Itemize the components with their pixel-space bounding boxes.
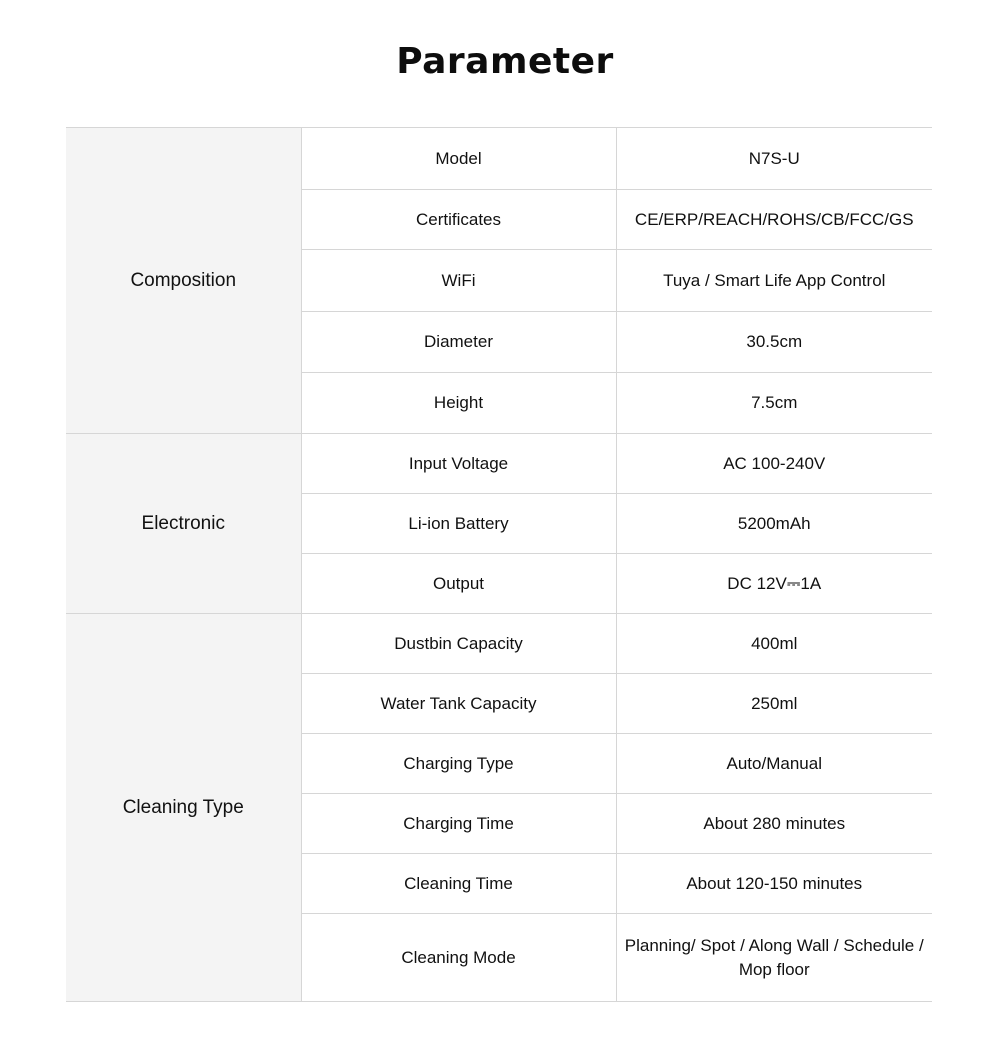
row-value: 400ml: [616, 614, 932, 674]
group-cell-cleaning-type: Cleaning Type: [66, 614, 301, 1002]
group-cell-electronic: Electronic: [66, 434, 301, 614]
table-row: [66, 614, 932, 674]
row-value: About 280 minutes: [616, 794, 932, 854]
row-value: 250ml: [616, 674, 932, 734]
group-cell-composition: Composition: [66, 128, 301, 434]
row-label: Water Tank Capacity: [301, 674, 616, 734]
table-row: [66, 128, 932, 190]
row-label: Output: [301, 554, 616, 614]
row-label: Charging Type: [301, 734, 616, 794]
row-label: Height: [301, 373, 616, 434]
row-value: AC 100-240V: [616, 434, 932, 494]
row-label: Cleaning Time: [301, 854, 616, 914]
row-value: Planning/ Spot / Along Wall / Schedule / Mop floor: [616, 914, 932, 1002]
row-label: Charging Time: [301, 794, 616, 854]
row-value: DC 12V⎓1A: [616, 554, 932, 614]
page-title: Parameter: [396, 41, 614, 82]
row-value: CE/ERP/REACH/ROHS/CB/FCC/GS: [616, 190, 932, 250]
row-label: Model: [301, 128, 616, 190]
row-label: Diameter: [301, 312, 616, 373]
row-value: Auto/Manual: [616, 734, 932, 794]
table-row: [66, 434, 932, 494]
row-value: About 120-150 minutes: [616, 854, 932, 914]
row-label: Dustbin Capacity: [301, 614, 616, 674]
row-label: Li-ion Battery: [301, 494, 616, 554]
row-label: Input Voltage: [301, 434, 616, 494]
row-label: Certificates: [301, 190, 616, 250]
row-value: Tuya / Smart Life App Control: [616, 250, 932, 312]
row-value: 5200mAh: [616, 494, 932, 554]
parameter-table: [66, 127, 932, 1002]
row-value: 7.5cm: [616, 373, 932, 434]
row-value: 30.5cm: [616, 312, 932, 373]
row-label: Cleaning Mode: [301, 914, 616, 1002]
row-value: N7S-U: [616, 128, 932, 190]
row-label: WiFi: [301, 250, 616, 312]
